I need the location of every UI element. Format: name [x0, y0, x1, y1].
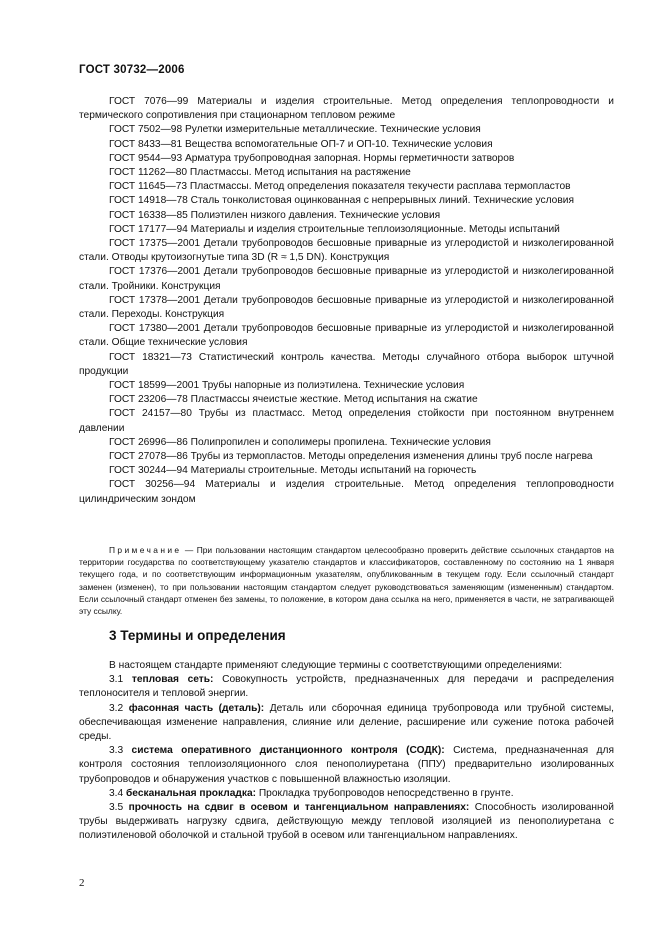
- reference-code: ГОСТ 16338—85: [109, 209, 188, 221]
- term-number: 3.4: [109, 787, 124, 799]
- reference-item: [79, 152, 614, 166]
- reference-item: [79, 450, 614, 464]
- reference-code: ГОСТ 24157—80: [109, 408, 192, 420]
- term-name: система оперативного дистанционного контроля (СОДК):: [131, 745, 445, 757]
- term-name: фасонная часть (деталь):: [128, 702, 265, 714]
- reference-code: ГОСТ 30256—94: [109, 479, 196, 491]
- reference-title: Статистический контроль качества. Методы случайного отбора выборок штучной продукции: [79, 351, 614, 377]
- reference-code: ГОСТ 17177—94: [109, 223, 188, 235]
- reference-code: ГОСТ 18599—2001: [109, 380, 200, 392]
- term-text: Способность изолированной трубы выдерживать нагрузку сдвига, действующую между тепловой изоляцией из пенополиуретана с полиэтиленовой оболочкой и стальной трубой в осевом или тангенциальном направлениях.: [79, 802, 614, 842]
- term-number: 3.2: [109, 702, 124, 714]
- reference-item: [79, 95, 614, 123]
- reference-title: Материалы и изделия строительные теплоизоляционные. Методы испытаний: [190, 223, 560, 235]
- page-number: 2: [79, 877, 85, 889]
- reference-item: [79, 322, 614, 350]
- reference-item: [79, 393, 614, 407]
- reference-title: Пластмассы. Метод испытания на растяжение: [189, 167, 411, 179]
- reference-title: Сталь тонколистовая оцинкованная с непрерывных линий. Технические условия: [190, 195, 574, 207]
- section-body: [79, 659, 614, 844]
- reference-item: [79, 194, 614, 208]
- term-definition: [79, 702, 614, 745]
- reference-title: Материалы и изделия строительные. Метод определения теплопроводности цилиндрическим зондом: [79, 479, 614, 505]
- reference-code: ГОСТ 27078—86: [109, 451, 188, 463]
- term-definition: [79, 673, 614, 701]
- section-intro: В настоящем стандарте применяют следующие термины с соответствующими определениями:: [109, 660, 563, 671]
- reference-code: ГОСТ 14918—78: [109, 195, 188, 207]
- term-text: Прокладка трубопроводов непосредственно в грунте.: [258, 787, 514, 799]
- term-name: тепловая сеть:: [131, 674, 214, 686]
- term-name: бесканальная прокладка:: [126, 787, 257, 799]
- reference-item: [79, 265, 614, 293]
- reference-code: ГОСТ 18321—73: [109, 351, 192, 363]
- reference-title: Детали трубопроводов бесшовные приварные из углеродистой и низколегированной стали. Отводы крутоизогнутые типа 3D (R ≈ 1,5 DN). Конструкция: [79, 238, 614, 264]
- section-heading: 3 Термины и определения: [109, 628, 286, 643]
- term-text: Система, предназначенная для контроля состояния теплоизоляционного слоя пенополиуретана (ППУ) предварительно изолированных трубопроводов и обнаружения участков с повышенной влажностью изоляции.: [79, 745, 614, 785]
- note: [79, 544, 614, 617]
- reference-title: Вещества вспомогательные ОП-7 и ОП-10. Технические условия: [184, 138, 493, 150]
- note-text: — При пользовании настоящим стандартом целесообразно проверить действие ссылочных стандартов на территории государства по соответствующему указателю стандартов и классификаторов, составленному по состоянию на 1 января текущего года, и по соответствующим информационным указателям, опубликованным в текущем году. Если ссылочный стандарт заменен (изменен), то при пользовании настоящим стандартом следует руководствоваться заменяющим (измененным) стандартом. Если ссылочный стандарт отменен без замены, то положение, в котором дана ссылка на него, применяется в части, не затрагивающей эту ссылку.: [79, 545, 614, 617]
- reference-title: Рулетки измерительные металлические. Технические условия: [184, 124, 481, 136]
- reference-title: Материалы и изделия строительные. Метод определения теплопроводности и термического сопротивления при стационарном тепловом режиме: [79, 96, 614, 122]
- reference-item: [79, 436, 614, 450]
- reference-item: [79, 294, 614, 322]
- reference-code: ГОСТ 11645—73: [109, 181, 188, 193]
- reference-code: ГОСТ 17378—2001: [109, 294, 201, 306]
- reference-code: ГОСТ 17380—2001: [109, 323, 201, 335]
- reference-item: [79, 379, 614, 393]
- reference-title: Детали трубопроводов бесшовные приварные из углеродистой и низколегированной стали. Общие технические условия: [79, 323, 614, 349]
- reference-title: Арматура трубопроводная запорная. Нормы герметичности затворов: [184, 152, 515, 164]
- reference-title: Трубы напорные из полиэтилена. Технические условия: [201, 380, 465, 392]
- term-number: 3.3: [109, 745, 124, 757]
- reference-code: ГОСТ 23206—78: [109, 394, 188, 406]
- reference-item: [79, 123, 614, 137]
- reference-code: ГОСТ 17375—2001: [109, 238, 201, 250]
- reference-code: ГОСТ 7076—99: [109, 96, 189, 107]
- reference-code: ГОСТ 9544—93: [109, 152, 183, 164]
- reference-item: [79, 166, 614, 180]
- term-definition: [79, 787, 614, 801]
- term-number: 3.1: [109, 674, 124, 686]
- reference-item: [79, 223, 614, 237]
- reference-item: [79, 478, 614, 506]
- reference-item: [79, 464, 614, 478]
- reference-code: ГОСТ 26996—86: [109, 436, 188, 448]
- reference-code: ГОСТ 8433—81: [109, 138, 183, 150]
- normative-references-list: [79, 95, 614, 507]
- reference-code: ГОСТ 30244—94: [109, 465, 188, 477]
- note-label: Примечание: [109, 545, 182, 555]
- term-name: прочность на сдвиг в осевом и тангенциальном направлениях:: [128, 802, 470, 814]
- reference-title: Трубы из термопластов. Методы определения изменения длины труб после нагрева: [190, 451, 593, 463]
- term-definition: [79, 801, 614, 844]
- reference-title: Пластмассы. Метод определения показателя текучести расплава термопластов: [189, 181, 571, 193]
- term-text: Совокупность устройств, предназначенных для передачи и распределения теплоносителя и тепловой энергии.: [79, 674, 614, 700]
- term-definition: [79, 744, 614, 787]
- page-header: ГОСТ 30732—2006: [79, 64, 185, 76]
- reference-title: Материалы строительные. Методы испытаний на горючесть: [190, 465, 477, 477]
- term-text: Деталь или сборочная единица трубопровода или трубной системы, обеспечивающая изменение направления, слияние или деление, расширение или сужение потока рабочей среды.: [79, 702, 614, 743]
- reference-title: Пластмассы ячеистые жесткие. Метод испытания на сжатие: [190, 394, 478, 406]
- reference-code: ГОСТ 11262—80: [109, 167, 188, 179]
- reference-item: [79, 138, 614, 152]
- reference-code: ГОСТ 17376—2001: [109, 266, 201, 278]
- reference-item: [79, 180, 614, 194]
- reference-title: Полиэтилен низкого давления. Технические условия: [190, 209, 441, 221]
- reference-title: Детали трубопроводов бесшовные приварные из углеродистой и низколегированной стали. Переходы. Конструкция: [79, 294, 614, 321]
- reference-title: Детали трубопроводов бесшовные приварные из углеродистой и низколегированной стали. Тройники. Конструкция: [79, 266, 614, 292]
- reference-item: [79, 237, 614, 265]
- reference-title: Трубы из пластмасс. Метод определения стойкости при постоянном внутреннем давлении: [79, 408, 614, 434]
- reference-title: Полипропилен и сополимеры пропилена. Технические условия: [190, 436, 491, 448]
- reference-item: [79, 209, 614, 223]
- reference-item: [79, 351, 614, 379]
- reference-item: [79, 407, 614, 435]
- reference-code: ГОСТ 7502—98: [109, 124, 183, 136]
- term-number: 3.5: [109, 802, 124, 814]
